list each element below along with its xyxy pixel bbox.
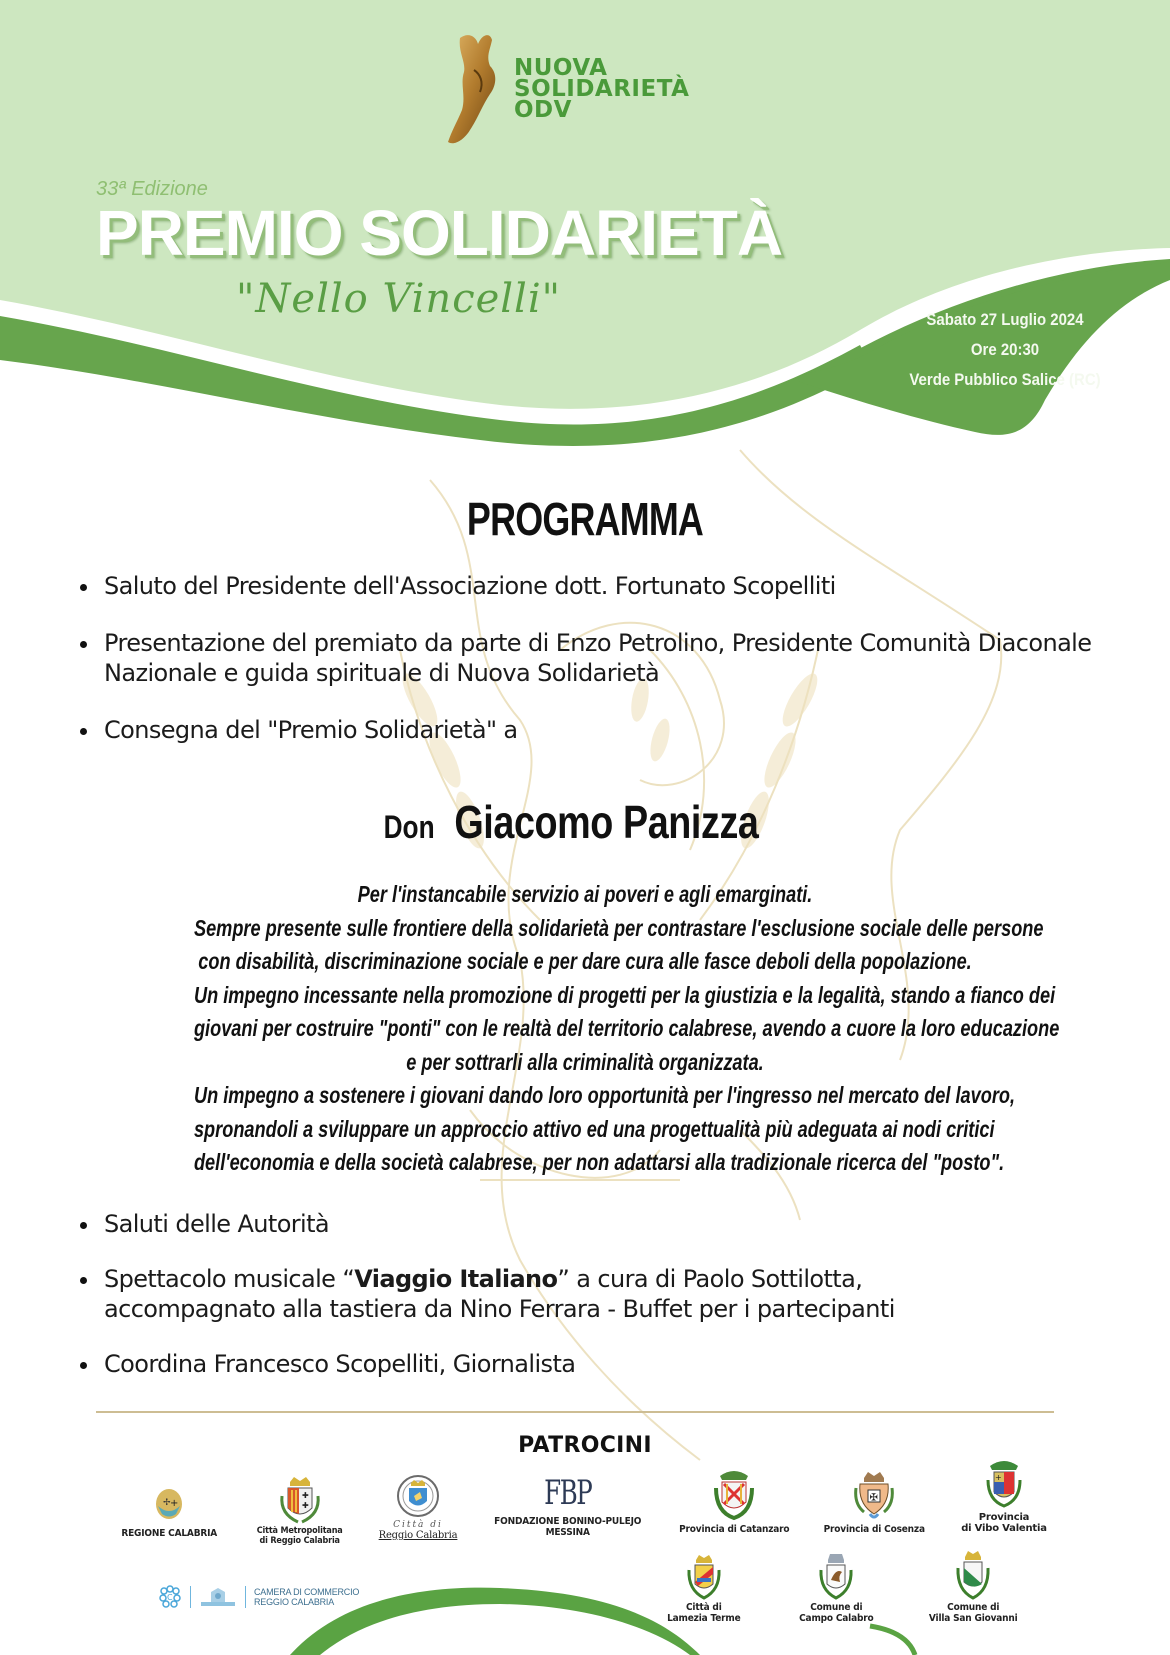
motivation-line: Un impegno a sostenere i giovani dando loro opportunità per l'ingresso nel mercato del lavoro, bbox=[193, 1082, 1016, 1108]
villa-san-giovanni-crest-icon bbox=[953, 1550, 993, 1602]
sponsor-label-line2: Reggio Calabria bbox=[378, 1530, 458, 1541]
sponsor-reggio-calabria bbox=[380, 1474, 456, 1541]
event-info bbox=[895, 305, 1115, 395]
sponsor-villa-san-giovanni bbox=[918, 1550, 1028, 1624]
awardee-name bbox=[0, 795, 1170, 849]
event-time: Ore 20:30 bbox=[970, 340, 1040, 359]
program-item: Saluto del Presidente dell'Associazione dott. Fortunato Scopelliti bbox=[78, 571, 1138, 601]
camera-commercio-label: CAMERA DI COMMERCIO REGGIO CALABRIA bbox=[254, 1587, 360, 1607]
motivation-line: spronandoli a sviluppare un approccio attivo ed una progettualità più adeguata ai nodi critici bbox=[193, 1115, 995, 1142]
show-suffix: ” a cura di Paolo Sottilotta, bbox=[557, 1265, 863, 1293]
svg-text:C: C bbox=[167, 1593, 173, 1602]
provincia-cosenza-crest-icon bbox=[850, 1470, 898, 1524]
sponsor-fondazione-bonino-pulejo bbox=[478, 1473, 658, 1538]
separator bbox=[190, 1586, 191, 1608]
sponsor-camera-commercio bbox=[158, 1585, 359, 1609]
sponsor-label: REGIONE CALABRIA bbox=[121, 1528, 217, 1539]
provincia-catanzaro-crest-icon bbox=[712, 1468, 756, 1522]
logo-line-3: ODV bbox=[514, 97, 572, 123]
fbp-logo-icon: FBP bbox=[544, 1473, 592, 1513]
sponsor-label: Città Metropolitana di Reggio Calabria bbox=[257, 1526, 343, 1546]
sponsor-label: FONDAZIONE BONINO-PULEJO MESSINA bbox=[494, 1516, 642, 1538]
reggio-calabria-seal-icon bbox=[396, 1474, 440, 1518]
svg-text:✢: ✢ bbox=[163, 1498, 171, 1508]
section-divider bbox=[96, 1411, 1054, 1413]
show-prefix: Spettacolo musicale “ bbox=[104, 1265, 355, 1293]
program-item: Saluti delle Autorità bbox=[78, 1209, 1138, 1239]
awardee-title: Don bbox=[383, 809, 435, 845]
sponsor-label: Provincia di Vibo Valentia bbox=[961, 1512, 1047, 1534]
motivation-line: Sempre presente sulle frontiere della solidarietà per contrastare l'esclusione sociale delle persone bbox=[193, 914, 1044, 941]
motivation-line: Un impegno incessante nella promozione di progetti per la giustizia e la legalità, stando a fianco dei bbox=[193, 981, 1056, 1008]
award-title: PREMIO SOLIDARIETÀ bbox=[96, 197, 783, 269]
edition-label: 33ª Edizione bbox=[96, 178, 208, 200]
award-subtitle: "Nello Vincelli" bbox=[236, 276, 562, 322]
lamezia-terme-crest-icon bbox=[684, 1554, 724, 1602]
awardee-fullname: Giacomo Panizza bbox=[454, 796, 759, 848]
event-date: Sabato 27 Luglio 2024 bbox=[926, 310, 1084, 329]
separator bbox=[245, 1586, 246, 1608]
motivation-line: Per l'instancabile servizio ai poveri e agli emarginati. bbox=[357, 881, 813, 907]
camera-commercio-logo-icon bbox=[158, 1585, 182, 1609]
sponsor-campo-calabro bbox=[788, 1552, 884, 1624]
sponsor-provincia-cosenza bbox=[812, 1470, 936, 1535]
sponsor-provincia-catanzaro bbox=[672, 1468, 796, 1535]
motivation-line: dell'economia e della società calabrese, per non adattarsi alla tradizionale ricerca del "posto". bbox=[193, 1149, 1005, 1175]
program-list-top bbox=[78, 571, 1138, 772]
sponsor-provincia-vibo-valentia bbox=[946, 1458, 1062, 1534]
program-item-show bbox=[78, 1264, 1138, 1324]
patronage-title: PATROCINI bbox=[518, 1433, 652, 1458]
svg-text:+: + bbox=[170, 1498, 179, 1509]
sponsor-label: Provincia di Cosenza bbox=[823, 1524, 925, 1535]
event-venue: Verde Pubblico Salice (RC) bbox=[909, 370, 1101, 389]
sponsor-label-line1: Città di bbox=[393, 1520, 443, 1530]
logo-line-1: NUOVA bbox=[514, 55, 608, 81]
sponsor-citta-metropolitana bbox=[245, 1476, 355, 1546]
motivation-line: giovani per costruire "ponti" con le realtà del territorio calabrese, avendo a cuore la loro educazione bbox=[193, 1015, 1060, 1041]
logo-wordmark bbox=[514, 55, 690, 123]
show-details: accompagnato alla tastiera da Nino Ferrara - Buffet per i partecipanti bbox=[104, 1295, 895, 1323]
program-list-bottom bbox=[78, 1209, 1138, 1404]
svg-text:✚: ✚ bbox=[302, 1491, 309, 1500]
campo-calabro-crest-icon bbox=[816, 1552, 856, 1602]
sponsor-label: Comune di Villa San Giovanni bbox=[928, 1602, 1018, 1624]
sponsor-regione-calabria bbox=[113, 1488, 225, 1539]
show-title: Viaggio Italiano bbox=[354, 1265, 558, 1293]
bronze-statue-icon bbox=[446, 30, 508, 148]
organization-logo bbox=[446, 30, 736, 150]
award-motivation bbox=[90, 878, 1080, 1180]
provincia-vibo-crest-icon bbox=[982, 1458, 1026, 1512]
svg-text:✚: ✚ bbox=[302, 1501, 309, 1510]
bottom-swoosh-thin bbox=[870, 1626, 915, 1655]
sponsor-label: Città di Lamezia Terme bbox=[667, 1602, 741, 1624]
svg-text:+: + bbox=[995, 1473, 1002, 1482]
motivation-line: e per sottrarli alla criminalità organizzata. bbox=[406, 1048, 764, 1075]
sponsor-label: Comune di Campo Calabro bbox=[798, 1602, 874, 1624]
program-title: PROGRAMMA bbox=[466, 493, 704, 545]
program-item: Consegna del "Premio Solidarietà" a bbox=[78, 715, 1138, 745]
program-item: Presentazione del premiato da parte di Enzo Petrolino, Presidente Comunità Diaconale Nazionale e guida spirituale di Nuova Solidarietà bbox=[78, 628, 1138, 688]
logo-line-2: SOLIDARIETÀ bbox=[514, 76, 690, 102]
motivation-line: con disabilità, discriminazione sociale e per dare cura alle fasce deboli della popolazione. bbox=[198, 948, 972, 974]
reggio-calabria-arms-icon bbox=[199, 1586, 237, 1608]
citta-metropolitana-crest-icon bbox=[276, 1476, 324, 1526]
svg-text:✠: ✠ bbox=[869, 1492, 878, 1504]
regione-calabria-emblem-icon bbox=[154, 1488, 184, 1520]
program-item: Coordina Francesco Scopelliti, Giornalista bbox=[78, 1349, 1138, 1379]
sponsor-label: Provincia di Catanzaro bbox=[678, 1524, 790, 1535]
sponsor-lamezia-terme bbox=[656, 1554, 752, 1624]
